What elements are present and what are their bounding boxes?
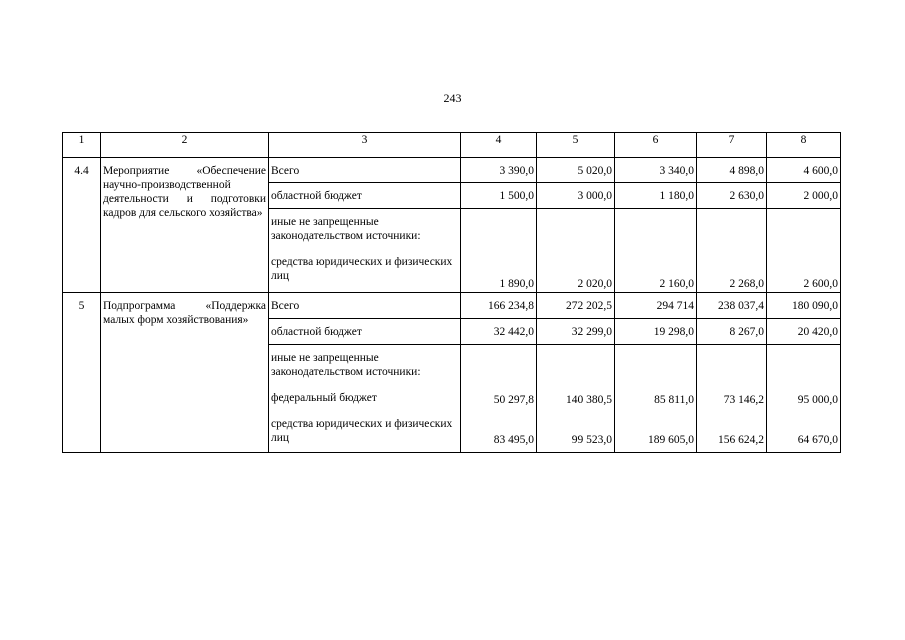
value-cell [615, 345, 697, 453]
value: 85 811,0 [654, 394, 694, 406]
item-number: 4.4 [63, 158, 101, 293]
value: 99 523,0 [571, 434, 612, 446]
value-cell [767, 345, 841, 453]
header-cell: 5 [537, 133, 615, 158]
row-label: Всего [269, 293, 461, 319]
value: 156 624,2 [718, 434, 764, 446]
value: 189 605,0 [648, 434, 694, 446]
item-name: Мероприятие «Обеспечение научно-производственной деятельности и подготовки кадров для сельского хозяйства» [101, 158, 269, 293]
value-cell: 3 390,0 [461, 158, 537, 183]
value-cell [697, 345, 767, 453]
header-cell: 2 [101, 133, 269, 158]
value-cell: 5 020,0 [537, 158, 615, 183]
value-cell: 2 630,0 [697, 183, 767, 209]
value-cell: 3 000,0 [537, 183, 615, 209]
value-cell: 2 268,0 [697, 209, 767, 293]
value-cell: 4 898,0 [697, 158, 767, 183]
sublabel: средства юридических и физических лиц [271, 418, 453, 444]
value-cell: 2 000,0 [767, 183, 841, 209]
value-cell: 4 600,0 [767, 158, 841, 183]
value-cell: 32 442,0 [461, 319, 537, 345]
value-cell: 2 020,0 [537, 209, 615, 293]
value-cell: 19 298,0 [615, 319, 697, 345]
value-cell: 166 234,8 [461, 293, 537, 319]
value-cell: 1 890,0 [461, 209, 537, 293]
value-cell [537, 345, 615, 453]
row-label [269, 345, 461, 453]
header-cell: 8 [767, 133, 841, 158]
value-cell: 1 180,0 [615, 183, 697, 209]
page-number: 243 [443, 91, 462, 105]
sources-label: иные не запрещенные законодательством источники: [271, 216, 421, 242]
value-cell: 180 090,0 [767, 293, 841, 319]
value: 83 495,0 [493, 434, 534, 446]
row-label: областной бюджет [269, 319, 461, 345]
header-cell: 1 [63, 133, 101, 158]
header-cell: 6 [615, 133, 697, 158]
value: 50 297,8 [493, 394, 534, 406]
value-cell: 8 267,0 [697, 319, 767, 345]
value-cell: 272 202,5 [537, 293, 615, 319]
value: 95 000,0 [797, 394, 838, 406]
value-cell: 2 160,0 [615, 209, 697, 293]
row-label: Всего [269, 158, 461, 183]
value-cell: 1 500,0 [461, 183, 537, 209]
header-row [63, 133, 841, 158]
item-number: 5 [63, 293, 101, 453]
budget-table [62, 132, 841, 453]
value-cell: 3 340,0 [615, 158, 697, 183]
value-cell: 32 299,0 [537, 319, 615, 345]
value-cell: 238 037,4 [697, 293, 767, 319]
sublabel: федеральный бюджет [271, 392, 377, 404]
table-row [63, 293, 841, 319]
value: 140 380,5 [566, 394, 612, 406]
value-cell: 2 600,0 [767, 209, 841, 293]
header-cell: 3 [269, 133, 461, 158]
value-cell: 20 420,0 [767, 319, 841, 345]
table-row [63, 158, 841, 183]
value-cell: 294 714 [615, 293, 697, 319]
sources-label: иные не запрещенные законодательством источники: [271, 352, 421, 378]
value-cell [461, 345, 537, 453]
sublabel: средства юридических и физических лиц [271, 256, 453, 282]
value: 64 670,0 [797, 434, 838, 446]
value: 73 146,2 [723, 394, 764, 406]
row-label: областной бюджет [269, 183, 461, 209]
row-label [269, 209, 461, 293]
header-cell: 4 [461, 133, 537, 158]
item-name: Подпрограмма «Поддержка малых форм хозяйствования» [101, 293, 269, 453]
header-cell: 7 [697, 133, 767, 158]
